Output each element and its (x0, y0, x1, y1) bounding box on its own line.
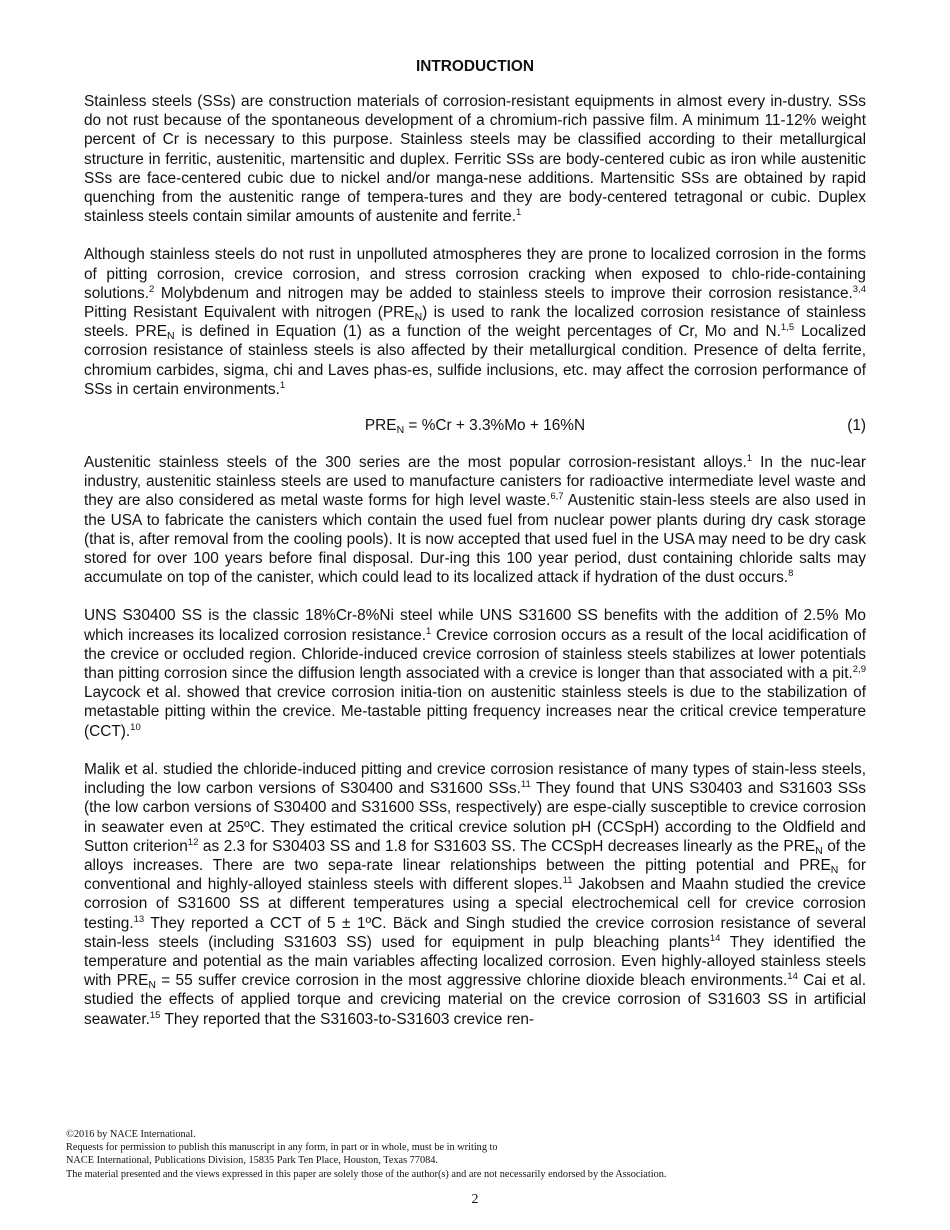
citation-ref: 2 (149, 283, 155, 295)
text-run: Although stainless steels do not rust in unpolluted atmospheres they are prone to localized corrosion in the forms of pitting corrosion, crevice corrosion, and stress corrosion cracking when exposed to chlo-ride-containing solutions. (84, 246, 866, 302)
paragraph-2 (84, 245, 866, 399)
text-run: Malik et al. studied the chloride-induced pitting and crevice corrosion resistance of many types of stain-less steels, including the low carbon versions of S30400 and S31600 SSs. (84, 760, 866, 798)
equation-number: (1) (847, 417, 866, 435)
text-run: Molybdenum and nitrogen may be added to stainless steels to improve their corrosion resistance. (154, 284, 853, 302)
citation-ref: 10 (130, 721, 141, 733)
footer-notice (66, 1128, 886, 1181)
subscript: N (148, 979, 156, 992)
paragraph-5 (84, 760, 866, 1029)
citation-ref: 15 (149, 1009, 161, 1021)
text-run: = 55 suffer crevice corrosion in the most aggressive chlorine dioxide bleach environments. (155, 972, 788, 990)
citation-ref: 13 (133, 913, 145, 925)
text-run: is defined in Equation (1) as a function of the weight percentages of Cr, Mo and N. (174, 323, 781, 341)
section-heading: INTRODUCTION (416, 58, 534, 75)
paragraph-4 (84, 606, 866, 740)
footer-permission: Requests for permission to publish this manuscript in any form, in part or in whole, must be in writing to (66, 1142, 498, 1154)
citation-ref: 8 (788, 568, 794, 580)
text-run: of the alloys increases. There are two sepa-rate linear relationships between the pitting potential and PRE (84, 837, 866, 874)
citation-ref: 11 (562, 875, 573, 887)
citation-ref: 1 (746, 453, 753, 465)
citation-ref: 1 (279, 379, 286, 391)
equation-lhs: PRE (364, 417, 397, 435)
text-run: as 2.3 for S30403 SS and 1.8 for S31603 SS. The CCSpH decreases linearly as the PRE (198, 837, 816, 855)
text-run: UNS S30400 SS is the classic 18%Cr-8%Ni steel while UNS S31600 SS benefits with the addition of 2.5% Mo which increases its localized corrosion resistance. (84, 607, 866, 644)
footer-copyright: ©2016 by NACE International. (66, 1129, 196, 1140)
text-run: They found that UNS S30403 and S31603 SSs (the low carbon versions of S30400 and S31600 SSs, respectively) are espe-cially susceptible to crevice corrosion in seawater even at 25ºC. They estimated the critical crevice solution pH (CCSpH) according to the Oldfield and Sutton criterion (84, 780, 867, 855)
equation-lhs-subscript: N (396, 424, 405, 437)
text-run: They reported that the S31603-to-S31603 crevice ren- (160, 1010, 535, 1028)
citation-ref: 2,9 (852, 664, 866, 676)
citation-ref: 12 (187, 836, 199, 848)
subscript: N (166, 330, 175, 343)
text-run: Austenitic stainless steels of the 300 series are the most popular corrosion-resistant alloys. (84, 454, 747, 472)
page-number: 2 (471, 1192, 479, 1207)
citation-ref: 14 (709, 932, 721, 944)
subscript: N (815, 844, 823, 857)
page-body (84, 52, 866, 1048)
text-run: In the nuc-lear industry, austenitic stainless steels are used to manufacture canisters for radioactive intermediate level waste and they are also considered as metal waste forms for high level waste. (84, 454, 866, 510)
text-run: Crevice corrosion occurs as a result of the local acidification of the crevice or occluded region. Chloride-induced crevice corrosion of stainless steels stabilizes at lower potentials than pitting corrosion since the diffusion length associated with a crevice is longer than that associated with a pit. (84, 626, 867, 683)
footer-address: NACE International, Publications Division, 15835 Park Ten Place, Houston, Texas 77084. (66, 1155, 438, 1167)
text-run: for conventional and highly-alloyed stainless steels with different slopes. (84, 856, 866, 894)
citation-ref: 1 (426, 625, 432, 637)
paragraph-1 (84, 92, 866, 226)
citation-ref: 1 (516, 207, 522, 219)
text-run: Laycock et al. showed that crevice corrosion initia-tion on austenitic stainless steels is due to the stabilization of metastable pitting within the crevice. Me-tastable pitting frequency increases near the critical crevice temperature (CCT). (84, 684, 866, 740)
text-run: They identified the temperature and potential as the main variables affecting localized corrosion. Even highly-alloyed stainless steels with PRE (84, 933, 866, 990)
subscript: N (414, 311, 423, 324)
text-run: Jakobsen and Maahn studied the crevice corrosion of S31600 SS at different temperatures using a special electrochemical cell for crevice corrosion testing. (84, 876, 866, 932)
text-run: Pitting Resistant Equivalent with nitrogen (PRE (84, 304, 415, 322)
subscript: N (830, 863, 839, 876)
citation-ref: 1,5 (780, 322, 795, 334)
citation-ref: 11 (520, 779, 531, 791)
text-run: Localized corrosion resistance of stainless steels is also affected by their metallurgical condition. Presence of delta ferrite, chromium carbides, sigma, chi and Laves phas-es, sulfide inclusions, etc. may affect the corrosion performance of SSs in certain environments. (84, 323, 866, 398)
text-run: Cai et al. studied the effects of applied torque and crevicing material on the crevice corrosion of S31603 SS in artificial seawater. (84, 972, 866, 1028)
text-run: Stainless steels (SSs) are construction materials of corrosion-resistant equipments in almost every in-dustry. SSs do not rust because of the spontaneous development of a chromium-rich passive film. A minimum 11-12% weight percent of Cr is necessary to this purpose. Stainless steels may be classified according to their metallurgical structure in ferritic, austenitic, martensitic and duplex. Ferritic SSs are body-centered cubic as iron while austenitic SSs are face-centered cubic due to nickel and/or manga-nese additions. Martensitic SSs are obtained by rapid quenching from the austenitic range of tempera-tures and they are body-centered tetragonal or cubic. Duplex stainless steels contain similar amounts of austenite and ferrite. (84, 93, 866, 226)
text-run: ) is used to rank the localized corrosion resistance of stainless steels. PRE (84, 304, 866, 341)
text-run: Austenitic stain-less steels are also used in the USA to fabricate the canisters which contain the used fuel from nuclear power plants during dry cask storage (that is, after removal from the cooling pools). It is now accepted that used fuel in the USA may need to be dry cask stored for over 100 years before final disposal. Dur-ing this 100 year period, dust containing chloride salts may accumulate on top of the canister, which could lead to its localized attack if hydration of the dust occurs. (84, 492, 866, 587)
equation-body (364, 417, 586, 437)
text-run: They reported a CCT of 5 ± 1ºC. Bäck and Singh studied the crevice corrosion resistance of several stain-less steels (including S31603 SS) used for equipment in pulp bleaching plants (84, 914, 866, 951)
citation-ref: 14 (787, 971, 798, 983)
equation-1 (84, 416, 866, 436)
citation-ref: 6,7 (550, 491, 564, 503)
paragraph-3 (84, 453, 866, 587)
citation-ref: 3,4 (852, 283, 866, 295)
equation-rhs: = %Cr + 3.3%Mo + 16%N (404, 417, 586, 435)
footer-disclaimer: The material presented and the views expressed in this paper are solely those of the author(s) and are not necessarily endorsed by the Association. (66, 1168, 667, 1180)
